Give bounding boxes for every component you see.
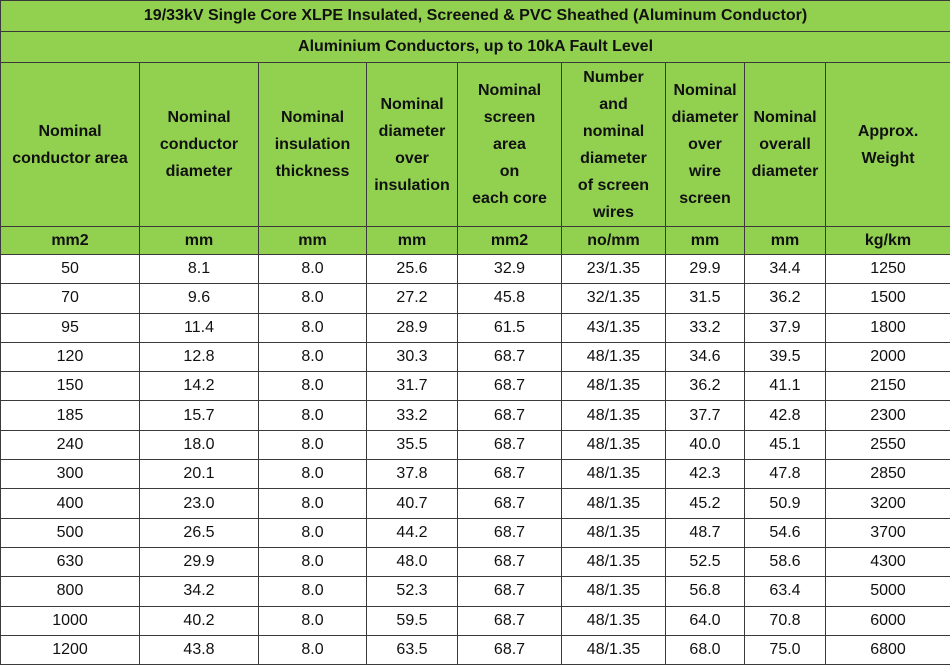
table-cell: 48/1.35 xyxy=(562,460,666,489)
table-cell: 25.6 xyxy=(367,255,458,284)
table-cell: 59.5 xyxy=(367,606,458,635)
table-cell: 5000 xyxy=(826,577,950,606)
table-row xyxy=(1,518,950,547)
table-cell: 29.9 xyxy=(140,547,259,576)
table-cell: 8.0 xyxy=(259,577,367,606)
unit-cell: mm xyxy=(140,227,259,255)
table-cell: 8.0 xyxy=(259,313,367,342)
table-cell: 37.7 xyxy=(666,401,745,430)
table-cell: 68.7 xyxy=(458,547,562,576)
unit-cell: kg/km xyxy=(826,227,950,255)
unit-cell: no/mm xyxy=(562,227,666,255)
table-cell: 15.7 xyxy=(140,401,259,430)
table-cell: 48/1.35 xyxy=(562,547,666,576)
unit-cell: mm2 xyxy=(1,227,140,255)
table-cell: 33.2 xyxy=(666,313,745,342)
table-cell: 75.0 xyxy=(745,635,826,664)
table-cell: 95 xyxy=(1,313,140,342)
unit-row xyxy=(1,227,950,255)
table-cell: 6000 xyxy=(826,606,950,635)
table-cell: 31.5 xyxy=(666,284,745,313)
table-cell: 33.2 xyxy=(367,401,458,430)
table-cell: 68.7 xyxy=(458,342,562,371)
table-cell: 8.0 xyxy=(259,401,367,430)
table-cell: 48/1.35 xyxy=(562,518,666,547)
table-body xyxy=(1,255,950,665)
table-cell: 2000 xyxy=(826,342,950,371)
table-row xyxy=(1,547,950,576)
table-cell: 150 xyxy=(1,372,140,401)
table-cell: 500 xyxy=(1,518,140,547)
title-row xyxy=(1,1,950,32)
table-cell: 1800 xyxy=(826,313,950,342)
table-cell: 8.1 xyxy=(140,255,259,284)
unit-cell: mm xyxy=(367,227,458,255)
table-cell: 68.7 xyxy=(458,577,562,606)
table-cell: 1000 xyxy=(1,606,140,635)
table-cell: 39.5 xyxy=(745,342,826,371)
table-cell: 2300 xyxy=(826,401,950,430)
table-cell: 52.5 xyxy=(666,547,745,576)
table-cell: 37.8 xyxy=(367,460,458,489)
table-cell: 63.4 xyxy=(745,577,826,606)
table-cell: 27.2 xyxy=(367,284,458,313)
table-cell: 48/1.35 xyxy=(562,430,666,459)
table-cell: 48/1.35 xyxy=(562,606,666,635)
table-row xyxy=(1,430,950,459)
table-row xyxy=(1,401,950,430)
table-row xyxy=(1,313,950,342)
table-cell: 4300 xyxy=(826,547,950,576)
column-header: Number and nominal diameter of screen wires xyxy=(562,63,666,227)
table-cell: 32/1.35 xyxy=(562,284,666,313)
table-cell: 40.0 xyxy=(666,430,745,459)
table-cell: 61.5 xyxy=(458,313,562,342)
table-row xyxy=(1,460,950,489)
table-cell: 70 xyxy=(1,284,140,313)
table-cell: 43.8 xyxy=(140,635,259,664)
table-cell: 45.8 xyxy=(458,284,562,313)
column-header: Nominal diameter over insulation xyxy=(367,63,458,227)
table-cell: 185 xyxy=(1,401,140,430)
table-cell: 14.2 xyxy=(140,372,259,401)
table-cell: 64.0 xyxy=(666,606,745,635)
column-header-row xyxy=(1,63,950,227)
table-cell: 54.6 xyxy=(745,518,826,547)
table-cell: 800 xyxy=(1,577,140,606)
table-cell: 48/1.35 xyxy=(562,489,666,518)
table-cell: 1250 xyxy=(826,255,950,284)
table-cell: 48/1.35 xyxy=(562,635,666,664)
table-cell: 34.6 xyxy=(666,342,745,371)
table-cell: 240 xyxy=(1,430,140,459)
column-header: Approx. Weight xyxy=(826,63,950,227)
table-cell: 20.1 xyxy=(140,460,259,489)
table-row xyxy=(1,489,950,518)
table-cell: 68.7 xyxy=(458,518,562,547)
table-cell: 40.2 xyxy=(140,606,259,635)
table-subtitle: Aluminium Conductors, up to 10kA Fault Level xyxy=(1,32,950,63)
table-cell: 23/1.35 xyxy=(562,255,666,284)
table-cell: 41.1 xyxy=(745,372,826,401)
table-cell: 18.0 xyxy=(140,430,259,459)
table-cell: 68.7 xyxy=(458,460,562,489)
table-cell: 50 xyxy=(1,255,140,284)
table-cell: 35.5 xyxy=(367,430,458,459)
table-row xyxy=(1,606,950,635)
table-cell: 29.9 xyxy=(666,255,745,284)
table-cell: 68.7 xyxy=(458,401,562,430)
table-cell: 68.7 xyxy=(458,489,562,518)
table-cell: 48/1.35 xyxy=(562,401,666,430)
table-cell: 45.1 xyxy=(745,430,826,459)
column-header: Nominal conductor diameter xyxy=(140,63,259,227)
table-cell: 630 xyxy=(1,547,140,576)
table-cell: 42.8 xyxy=(745,401,826,430)
unit-cell: mm xyxy=(259,227,367,255)
table-cell: 68.7 xyxy=(458,606,562,635)
table-cell: 42.3 xyxy=(666,460,745,489)
table-cell: 44.2 xyxy=(367,518,458,547)
table-cell: 23.0 xyxy=(140,489,259,518)
table-cell: 8.0 xyxy=(259,489,367,518)
subtitle-row xyxy=(1,32,950,63)
table-cell: 26.5 xyxy=(140,518,259,547)
table-cell: 52.3 xyxy=(367,577,458,606)
table-cell: 2850 xyxy=(826,460,950,489)
column-header: Nominal conductor area xyxy=(1,63,140,227)
table-cell: 40.7 xyxy=(367,489,458,518)
table-cell: 1200 xyxy=(1,635,140,664)
table-row xyxy=(1,577,950,606)
table-cell: 36.2 xyxy=(745,284,826,313)
table-cell: 48.0 xyxy=(367,547,458,576)
table-cell: 8.0 xyxy=(259,518,367,547)
table-cell: 8.0 xyxy=(259,372,367,401)
table-cell: 45.2 xyxy=(666,489,745,518)
table-cell: 68.7 xyxy=(458,372,562,401)
table-row xyxy=(1,255,950,284)
table-cell: 50.9 xyxy=(745,489,826,518)
table-cell: 12.8 xyxy=(140,342,259,371)
column-header: Nominal diameter over wire screen xyxy=(666,63,745,227)
column-header: Nominal overall diameter xyxy=(745,63,826,227)
table-cell: 70.8 xyxy=(745,606,826,635)
table-cell: 11.4 xyxy=(140,313,259,342)
table-cell: 48.7 xyxy=(666,518,745,547)
table-row xyxy=(1,284,950,313)
table-cell: 8.0 xyxy=(259,547,367,576)
table-cell: 37.9 xyxy=(745,313,826,342)
table-cell: 68.7 xyxy=(458,635,562,664)
table-cell: 43/1.35 xyxy=(562,313,666,342)
table-row xyxy=(1,635,950,664)
table-cell: 2150 xyxy=(826,372,950,401)
table-cell: 28.9 xyxy=(367,313,458,342)
table-cell: 8.0 xyxy=(259,430,367,459)
table-cell: 8.0 xyxy=(259,255,367,284)
table-header xyxy=(1,1,950,255)
table-cell: 2550 xyxy=(826,430,950,459)
table-cell: 36.2 xyxy=(666,372,745,401)
table-cell: 56.8 xyxy=(666,577,745,606)
table-cell: 31.7 xyxy=(367,372,458,401)
table-cell: 32.9 xyxy=(458,255,562,284)
table-cell: 3200 xyxy=(826,489,950,518)
table-row xyxy=(1,372,950,401)
table-cell: 3700 xyxy=(826,518,950,547)
table-cell: 47.8 xyxy=(745,460,826,489)
table-cell: 48/1.35 xyxy=(562,372,666,401)
table-cell: 48/1.35 xyxy=(562,342,666,371)
table-cell: 34.2 xyxy=(140,577,259,606)
table-cell: 8.0 xyxy=(259,606,367,635)
table-cell: 8.0 xyxy=(259,342,367,371)
table-cell: 63.5 xyxy=(367,635,458,664)
unit-cell: mm2 xyxy=(458,227,562,255)
column-header: Nominal insulation thickness xyxy=(259,63,367,227)
table-cell: 400 xyxy=(1,489,140,518)
table-cell: 8.0 xyxy=(259,460,367,489)
table-cell: 6800 xyxy=(826,635,950,664)
table-cell: 48/1.35 xyxy=(562,577,666,606)
table-cell: 1500 xyxy=(826,284,950,313)
table-cell: 300 xyxy=(1,460,140,489)
table-cell: 8.0 xyxy=(259,284,367,313)
table-cell: 120 xyxy=(1,342,140,371)
table-cell: 34.4 xyxy=(745,255,826,284)
table-cell: 68.7 xyxy=(458,430,562,459)
unit-cell: mm xyxy=(666,227,745,255)
table-cell: 58.6 xyxy=(745,547,826,576)
table-cell: 8.0 xyxy=(259,635,367,664)
unit-cell: mm xyxy=(745,227,826,255)
table-title: 19/33kV Single Core XLPE Insulated, Screened & PVC Sheathed (Aluminum Conductor) xyxy=(1,1,950,32)
table-row xyxy=(1,342,950,371)
table-cell: 68.0 xyxy=(666,635,745,664)
column-header: Nominal screen area on each core xyxy=(458,63,562,227)
table-cell: 30.3 xyxy=(367,342,458,371)
table-cell: 9.6 xyxy=(140,284,259,313)
